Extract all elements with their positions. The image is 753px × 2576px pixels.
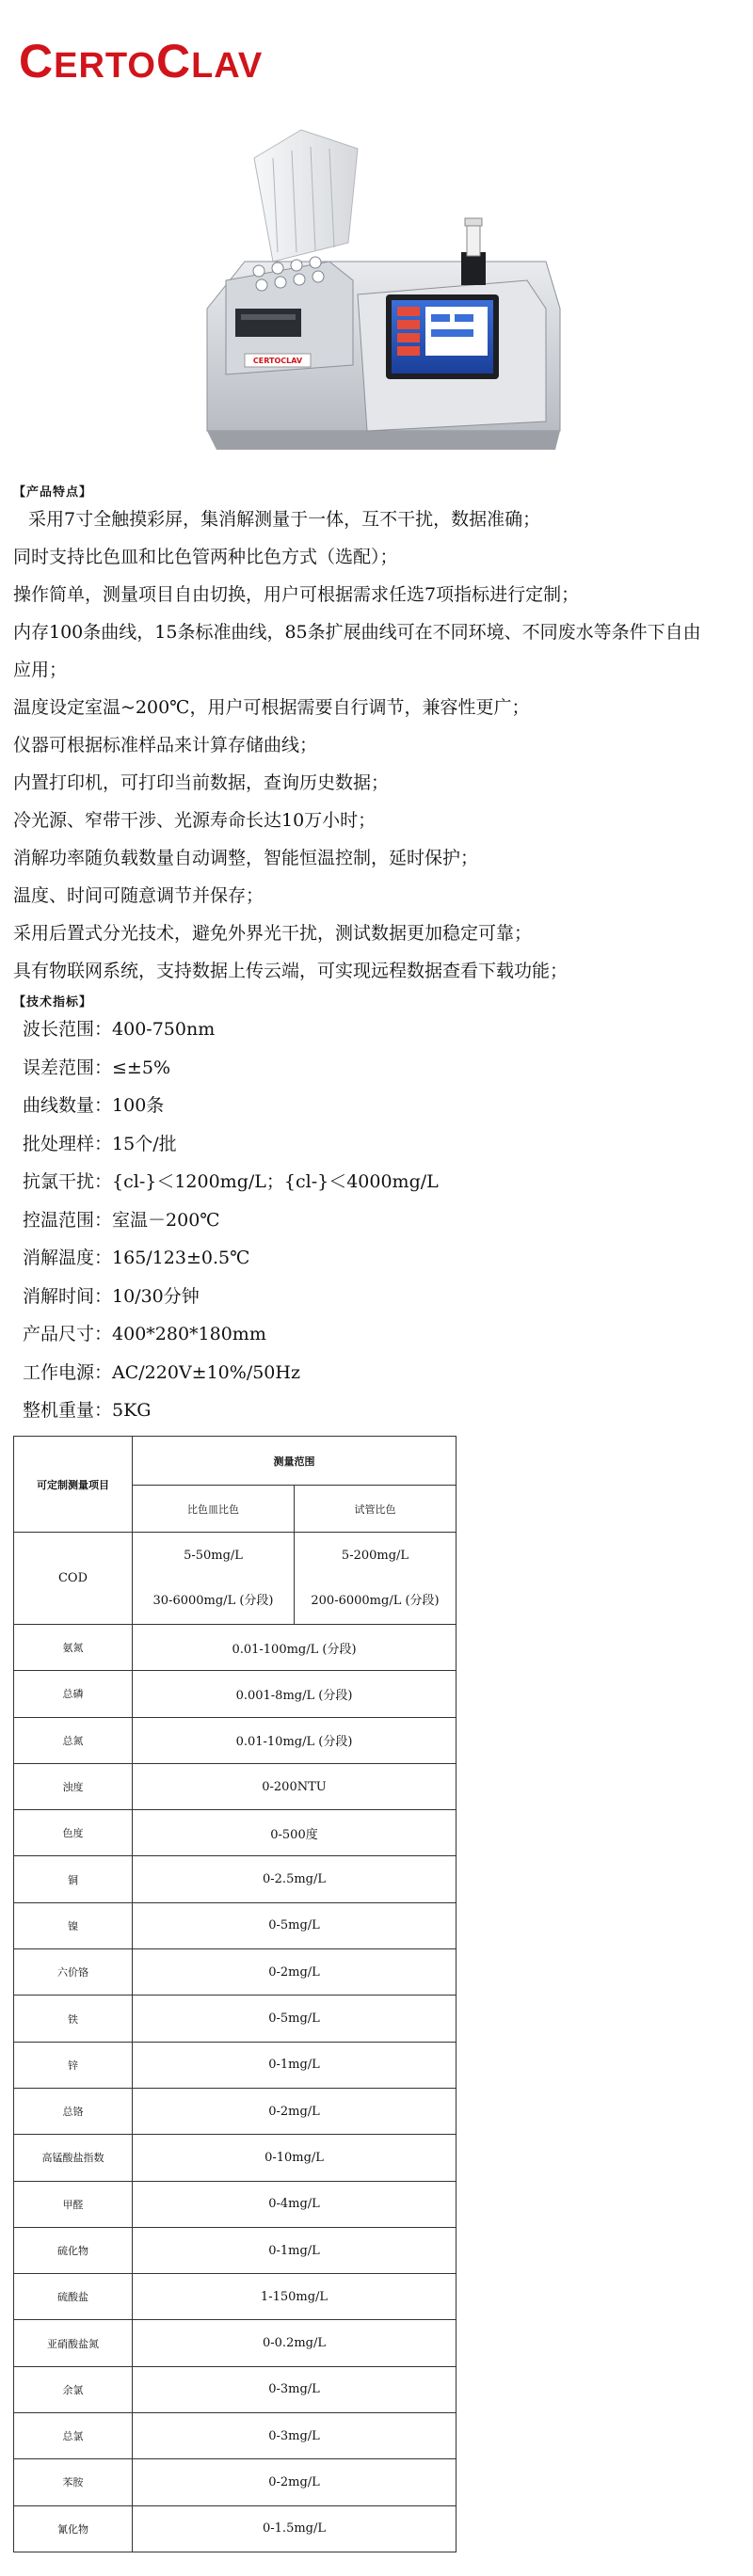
spec-value: 400*280*180mm: [112, 1324, 266, 1344]
table-row: [14, 2088, 457, 2134]
table-row: [14, 2181, 457, 2227]
spec-label: 消解温度：: [23, 1248, 113, 1268]
brand-logo: CERTOCLAV: [19, 35, 264, 87]
spec-value: AC/220V±10%/50Hz: [112, 1361, 300, 1383]
cod-tube-range: [295, 1533, 457, 1625]
feature-item: 内置打印机，可打印当前数据，查询历史数据；: [13, 772, 390, 793]
item-cell: 铜: [14, 1856, 133, 1902]
table-row: [14, 1533, 457, 1625]
range-cell: 0-0.2mg/L: [133, 2320, 457, 2366]
range-cell: 0-4mg/L: [133, 2181, 457, 2227]
range-cell: 0-2mg/L: [133, 1949, 457, 1996]
item-cell: 总氯: [14, 2413, 133, 2459]
item-cell: 色度: [14, 1810, 133, 1856]
table-row: [14, 2274, 457, 2320]
table-row: [14, 1763, 457, 1809]
spec-label: 工作电源：: [23, 1361, 113, 1383]
table-row: [14, 1996, 457, 2042]
item-cell: 亚硝酸盐氮: [14, 2320, 133, 2366]
item-cell: 铁: [14, 1996, 133, 2042]
spec-item: [23, 1201, 738, 1240]
table-row: [14, 1902, 457, 1948]
spec-label: 抗氯干扰：: [23, 1171, 113, 1192]
spec-value: 100条: [112, 1095, 165, 1116]
item-cell: 六价铬: [14, 1949, 133, 1996]
table-row: [14, 2320, 457, 2366]
spec-item: [23, 1125, 738, 1164]
table-row: [14, 2227, 457, 2273]
cod-cuvette-1: 5-50mg/L: [184, 1548, 243, 1563]
feature-item: 仪器可根据标准样品来计算存储曲线；: [13, 735, 318, 755]
table-row: [14, 1717, 457, 1763]
spec-item: [23, 1278, 738, 1316]
feature-item: 消解功率随负载数量自动调整，智能恒温控制，延时保护；: [13, 848, 479, 868]
range-cell: 0-500度: [133, 1810, 457, 1856]
feature-item: 内存100条曲线，15条标准曲线，85条扩展曲线可在不同环境、不同废水等条件下自由: [13, 622, 701, 643]
feature-item: 操作简单，测量项目自由切换，用户可根据需求任选7项指标进行定制；: [13, 584, 580, 605]
range-cell: 0-5mg/L: [133, 1902, 457, 1948]
range-cell: 0-1mg/L: [133, 2042, 457, 2088]
spec-value: 15个/批: [112, 1133, 177, 1154]
spec-item: [23, 1163, 738, 1201]
feature-item: 应用；: [13, 660, 68, 680]
product-image: [188, 120, 565, 478]
spec-label: 批处理样：: [23, 1133, 113, 1154]
item-cell: 总氮: [14, 1717, 133, 1763]
spec-label: 控温范围：: [23, 1209, 113, 1231]
item-cell: 余氯: [14, 2366, 133, 2412]
feature-item: 冷光源、窄带干涉、光源寿命长达10万小时；: [13, 810, 376, 831]
range-cell: 0.01-100mg/L (分段): [133, 1625, 457, 1671]
spec-label: 曲线数量：: [23, 1095, 113, 1116]
spec-label: 产品尺寸：: [23, 1324, 113, 1344]
spec-item: [23, 1087, 738, 1125]
range-cell: 0-200NTU: [133, 1763, 457, 1809]
spec-value: {cl-}＜1200mg/L；{cl-}＜4000mg/L: [112, 1171, 439, 1192]
spec-value: ≤±5%: [112, 1057, 170, 1078]
col-item-header: 可定制测量项目: [14, 1437, 133, 1533]
spec-value: 10/30分钟: [112, 1285, 200, 1307]
table-row: [14, 2505, 457, 2552]
spec-value: 室温－200℃: [112, 1209, 220, 1231]
table-row: [14, 1625, 457, 1671]
range-cell: 0.001-8mg/L (分段): [133, 1671, 457, 1717]
measurement-table: [13, 1436, 457, 2552]
feature-item: 温度设定室温~200℃，用户可根据需要自行调节，兼容性更广；: [13, 697, 530, 718]
spec-item: [23, 1315, 738, 1354]
table-row: [14, 2366, 457, 2412]
feature-item: 温度、时间可随意调节并保存；: [13, 885, 264, 906]
item-cell: 甲醛: [14, 2181, 133, 2227]
table-row: [14, 1810, 457, 1856]
range-cell: 0-1.5mg/L: [133, 2505, 457, 2552]
range-cell: 1-150mg/L: [133, 2274, 457, 2320]
table-row: [14, 1949, 457, 1996]
cod-cuvette-range: [133, 1533, 295, 1625]
spec-item: [23, 1239, 738, 1278]
sub-cuvette-header: 比色皿比色: [133, 1486, 295, 1533]
item-cell: 氨氮: [14, 1625, 133, 1671]
spec-label: 波长范围：: [23, 1019, 113, 1040]
table-row: [14, 2459, 457, 2505]
spec-value: 165/123±0.5℃: [112, 1248, 250, 1268]
range-cell: 0-10mg/L: [133, 2135, 457, 2181]
features-header: 【产品特点】: [13, 485, 93, 500]
range-cell: 0-3mg/L: [133, 2413, 457, 2459]
range-cell: 0-1mg/L: [133, 2227, 457, 2273]
item-cell: 硫酸盐: [14, 2274, 133, 2320]
range-cell: 0-2mg/L: [133, 2088, 457, 2134]
table-row: [14, 1856, 457, 1902]
feature-item: 具有物联网系统，支持数据上传云端，可实现远程数据查看下载功能；: [13, 961, 569, 981]
range-cell: 0-5mg/L: [133, 1996, 457, 2042]
device-logo: CERTOCLAV: [252, 357, 303, 365]
spec-item: [23, 1049, 738, 1088]
item-cell: 锌: [14, 2042, 133, 2088]
cod-tube-1: 5-200mg/L: [341, 1548, 409, 1563]
spec-value: 5KG: [112, 1400, 152, 1421]
table-row: [14, 2135, 457, 2181]
range-cell: 0-2mg/L: [133, 2459, 457, 2505]
spec-value: 400-750nm: [112, 1019, 216, 1040]
table-row: [14, 2042, 457, 2088]
spec-item: [23, 1391, 738, 1430]
range-cell: 0-2.5mg/L: [133, 1856, 457, 1902]
range-cell: 0-3mg/L: [133, 2366, 457, 2412]
item-cell: 总铬: [14, 2088, 133, 2134]
table-row: [14, 1671, 457, 1717]
specs-header: 【技术指标】: [13, 995, 93, 1010]
item-cell: 氰化物: [14, 2505, 133, 2552]
col-range-header: 测量范围: [133, 1437, 457, 1486]
specs-list: [23, 1010, 738, 1430]
spec-item: [23, 1010, 738, 1049]
spec-label: 整机重量：: [23, 1400, 113, 1421]
cod-tube-2: 200-6000mg/L (分段): [311, 1593, 440, 1608]
item-cell: 硫化物: [14, 2227, 133, 2273]
cod-cuvette-2: 30-6000mg/L (分段): [152, 1593, 274, 1608]
item-cell: 浊度: [14, 1763, 133, 1809]
sub-tube-header: 试管比色: [295, 1486, 457, 1533]
feature-item: 同时支持比色皿和比色管两种比色方式（选配）；: [13, 547, 398, 567]
feature-item: 采用后置式分光技术，避免外界光干扰，测试数据更加稳定可靠；: [13, 923, 533, 944]
spec-item: [23, 1354, 738, 1392]
spec-label: 消解时间：: [23, 1285, 113, 1307]
cod-item: COD: [14, 1533, 133, 1625]
feature-item: 采用7寸全触摸彩屏，集消解测量于一体，互不干扰，数据准确；: [28, 509, 541, 530]
item-cell: 苯胺: [14, 2459, 133, 2505]
item-cell: 总磷: [14, 1671, 133, 1717]
range-cell: 0.01-10mg/L (分段): [133, 1717, 457, 1763]
item-cell: 镍: [14, 1902, 133, 1948]
item-cell: 高锰酸盐指数: [14, 2135, 133, 2181]
features-list: [13, 501, 744, 990]
spec-label: 误差范围：: [23, 1057, 113, 1078]
table-row: [14, 2413, 457, 2459]
